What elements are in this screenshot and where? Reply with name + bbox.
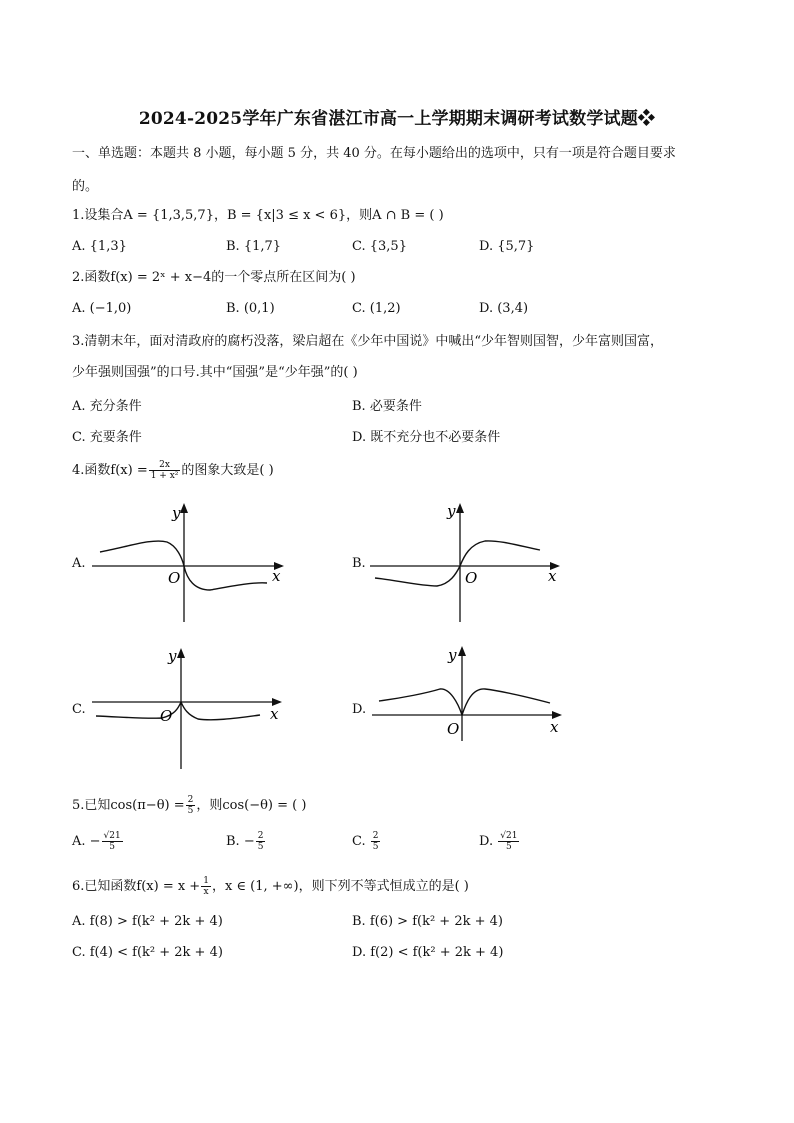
q2-option-a[interactable]: A. (−1,0) bbox=[72, 301, 132, 316]
q5-option-c-fraction bbox=[371, 831, 381, 852]
q4-graph-b[interactable] bbox=[370, 500, 570, 625]
q3-option-c[interactable]: C. 充要条件 bbox=[72, 430, 142, 445]
q5-option-d-den: 5 bbox=[505, 842, 512, 852]
q5-stem-prefix: 5.已知cos(π−θ) = bbox=[72, 798, 185, 813]
q4-graph-a-y-label: y bbox=[172, 504, 181, 522]
q4-denominator: 1 + x² bbox=[150, 471, 179, 481]
q5-fraction bbox=[186, 795, 196, 816]
q2-option-b[interactable]: B. (0,1) bbox=[226, 301, 275, 316]
q5-option-d-label: D. bbox=[479, 834, 498, 849]
question-3-stem-line2: 少年强则国强”的口号.其中“国强”是“少年强”的( ) bbox=[72, 365, 358, 380]
q4-graph-d-origin: O bbox=[447, 720, 460, 738]
q4-numerator: 2x bbox=[149, 460, 181, 471]
q4-graph-a-x-label: x bbox=[272, 567, 281, 585]
q3-option-d[interactable]: D. 既不充分也不必要条件 bbox=[352, 430, 501, 445]
question-4-stem bbox=[72, 460, 274, 481]
q5-option-b-den: 5 bbox=[257, 842, 264, 852]
q4-graph-b-label[interactable]: B. bbox=[352, 556, 366, 571]
q5-option-b[interactable] bbox=[226, 831, 266, 852]
q5-option-c[interactable] bbox=[352, 831, 381, 852]
q5-option-c-label: C. bbox=[352, 834, 370, 849]
q4-graph-c[interactable] bbox=[92, 645, 292, 773]
q6-denominator: x bbox=[203, 887, 209, 897]
q1-option-a[interactable]: A. {1,3} bbox=[72, 239, 127, 254]
q3-option-b[interactable]: B. 必要条件 bbox=[352, 399, 422, 414]
q4-stem-prefix: 4.函数f(x) = bbox=[72, 463, 148, 478]
q3-option-a[interactable]: A. 充分条件 bbox=[72, 399, 142, 414]
q4-graph-b-x-label: x bbox=[548, 567, 557, 585]
q4-graph-a[interactable] bbox=[92, 500, 292, 625]
q6-stem-suffix: ，x ∈ (1, +∞)，则下列不等式恒成立的是( ) bbox=[211, 879, 469, 894]
q4-graph-d-x-label: x bbox=[550, 718, 559, 736]
q6-option-c[interactable]: C. f(4) < f(k² + 2k + 4) bbox=[72, 945, 223, 960]
q5-option-b-num: 2 bbox=[257, 831, 264, 841]
q6-option-b[interactable]: B. f(6) > f(k² + 2k + 4) bbox=[352, 914, 503, 929]
q5-option-a-label: A. − bbox=[72, 834, 101, 849]
q5-stem-suffix: ，则cos(−θ) = ( ) bbox=[196, 798, 307, 813]
q6-numerator: 1 bbox=[203, 876, 209, 886]
q5-numerator: 2 bbox=[187, 795, 194, 805]
q1-option-c[interactable]: C. {3,5} bbox=[352, 239, 407, 254]
q5-option-b-label: B. − bbox=[226, 834, 255, 849]
question-5-stem bbox=[72, 795, 306, 816]
q6-option-a[interactable]: A. f(8) > f(k² + 2k + 4) bbox=[72, 914, 223, 929]
q5-option-d[interactable] bbox=[479, 831, 520, 852]
q5-option-a-num: √21 bbox=[103, 831, 121, 841]
q4-fraction bbox=[149, 460, 181, 481]
q4-graph-c-x-label: x bbox=[270, 705, 279, 723]
q6-fraction bbox=[201, 876, 211, 897]
q5-option-d-num: √21 bbox=[500, 831, 518, 841]
q2-option-c[interactable]: C. (1,2) bbox=[352, 301, 401, 316]
q4-graph-b-y-label: y bbox=[447, 502, 456, 520]
q4-graph-a-origin: O bbox=[168, 569, 181, 587]
section-instructions-cont: 的。 bbox=[72, 179, 99, 194]
q4-graph-d[interactable] bbox=[372, 643, 572, 743]
q4-graph-d-y-label: y bbox=[448, 646, 457, 664]
q6-stem-prefix: 6.已知函数f(x) = x + bbox=[72, 879, 201, 894]
q5-option-c-den: 5 bbox=[372, 842, 379, 852]
question-2-stem: 2.函数f(x) = 2ˣ + x−4的一个零点所在区间为( ) bbox=[72, 270, 356, 285]
question-3-stem-line1: 3.清朝末年，面对清政府的腐朽没落，梁启超在《少年中国说》中喊出“少年智则国智，少年富则国富， bbox=[72, 334, 664, 349]
q4-stem-suffix: 的图象大致是( ) bbox=[181, 463, 274, 478]
q1-option-b[interactable]: B. {1,7} bbox=[226, 239, 282, 254]
q4-graph-c-y-label: y bbox=[168, 647, 177, 665]
q4-graph-a-label[interactable]: A. bbox=[72, 556, 86, 571]
section-instructions: 一、单选题：本题共 8 小题，每小题 5 分，共 40 分。在每小题给出的选项中，只有一项是符合题目要求 bbox=[72, 146, 676, 161]
q6-option-d[interactable]: D. f(2) < f(k² + 2k + 4) bbox=[352, 945, 504, 960]
q5-option-b-fraction bbox=[256, 831, 266, 852]
q1-option-d[interactable]: D. {5,7} bbox=[479, 239, 535, 254]
q5-option-a-den: 5 bbox=[109, 842, 115, 852]
q4-graph-c-origin: O bbox=[160, 707, 173, 725]
q5-option-c-num: 2 bbox=[372, 831, 379, 841]
q5-option-a[interactable] bbox=[72, 831, 124, 852]
page-title: 2024-2025学年广东省湛江市高一上学期期末调研考试数学试题❖ bbox=[138, 109, 656, 129]
q4-graph-c-label[interactable]: C. bbox=[72, 702, 86, 717]
question-6-stem bbox=[72, 876, 469, 897]
q5-option-d-fraction bbox=[498, 831, 519, 852]
q5-denominator: 5 bbox=[187, 806, 194, 816]
q2-option-d[interactable]: D. (3,4) bbox=[479, 301, 529, 316]
q5-option-a-fraction bbox=[102, 831, 123, 852]
q4-graph-d-label[interactable]: D. bbox=[352, 702, 367, 717]
q4-graph-b-origin: O bbox=[465, 569, 478, 587]
question-1-stem: 1.设集合A = {1,3,5,7}，B = {x|3 ≤ x < 6}，则A ∩ B = ( ) bbox=[72, 208, 444, 223]
